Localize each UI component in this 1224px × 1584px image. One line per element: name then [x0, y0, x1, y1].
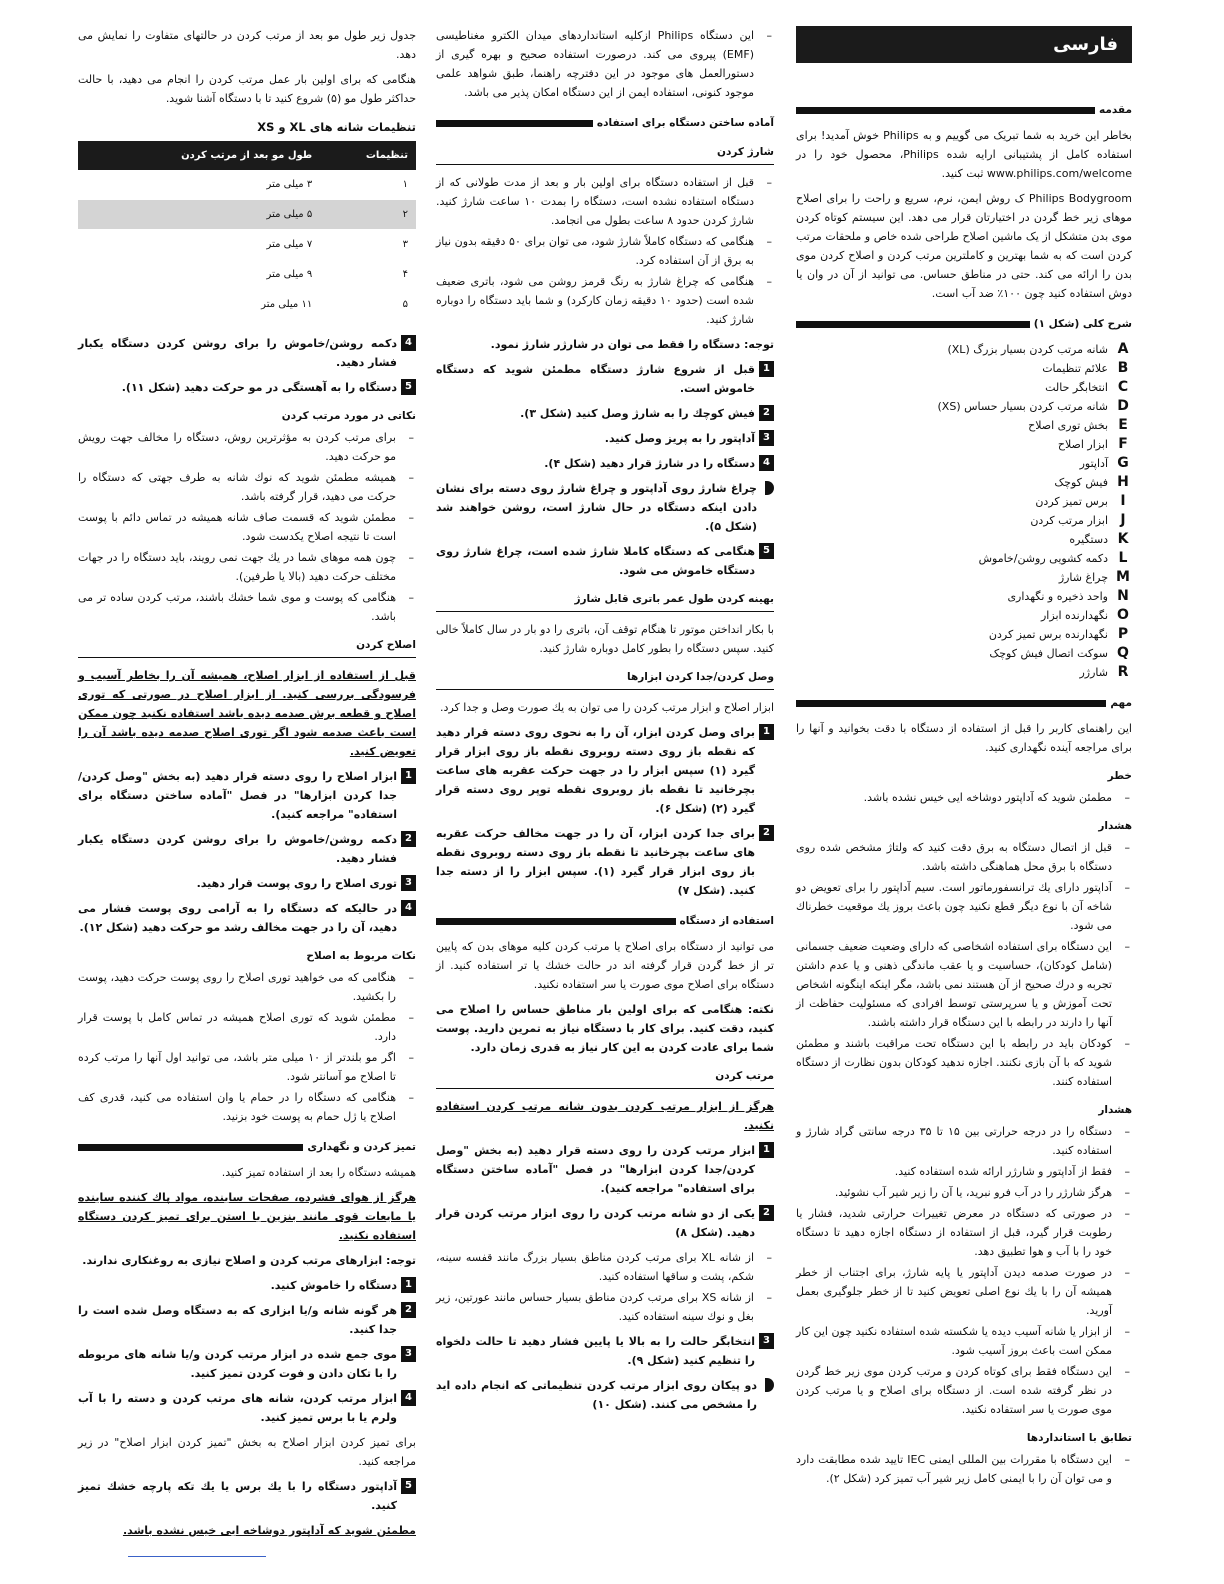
step-text: برای وصل کردن ابزار، آن را به نحوی روی دسته قرار دهید که نقطه باز روی دسته روبروی نقطه باز روی ابزار قرار گیرد (۱) سپس ابزار را در جهت حرکت عقربه های ساعت بچرخانید تا نقطه باز روبروی نقطه توپر روی دسته قرار گیرد (۲) (شکل ۶).: [436, 726, 756, 815]
step-number: 4: [401, 900, 416, 916]
part-label: شارژر: [1079, 666, 1108, 679]
list-item: – هنگامی که دستگاه کاملاً شارژ شود، می توان برای ۵۰ دقیقه بدون نیاز به برق از آن استفاده کرد.: [436, 232, 774, 270]
section-bar: [796, 700, 1106, 707]
part-item: [796, 359, 1132, 378]
section-title: شرح کلی (شکل ۱): [1033, 318, 1132, 330]
part-letter: E: [1118, 417, 1128, 433]
part-letter: F: [1118, 436, 1128, 452]
part-label: شانه مرتب کردن بسیار بزرگ (XL): [947, 343, 1108, 356]
part-letter: K: [1117, 531, 1129, 547]
section-title: استفاده از دستگاه: [679, 915, 774, 927]
list-item: – در صورتی که دستگاه در معرض تغییرات حرارتی شدید، فشار یا رطوبت قرار گیرد، قبل از استفاده از دستگاه اجازه دهید تا دستگاه خود را با آب و هوا تطبیق دهد.: [796, 1204, 1132, 1261]
list-item: – آداپتور دارای یك ترانسفورماتور است. سیم آداپتور را برای تعویض دو شاخه آن با نوع دیگر قطع نکنید چون باعث بروز یك موقعیت خطرناك می شود.: [796, 878, 1132, 935]
part-item: [796, 340, 1132, 359]
caution-heading: هشدار: [1098, 1104, 1132, 1116]
charging-list: [436, 173, 774, 329]
attach-steps: [436, 723, 774, 900]
step-text: توری اصلاح را روی پوست قرار دهید.: [196, 877, 397, 890]
step-number: 5: [759, 543, 774, 559]
table-cell: ۲: [320, 200, 416, 230]
step-text: دستگاه را خاموش کنید.: [270, 1279, 397, 1292]
compliance-heading: تطابق با استانداردها: [1026, 1432, 1132, 1444]
step: [436, 542, 774, 580]
step: [436, 1141, 774, 1198]
step-text: دستگاه را در شارژ قرار دهید (شکل ۴).: [544, 457, 755, 470]
table-row: [78, 260, 416, 290]
list-item: – هنگامی که چراغ شارژ به رنگ قرمز روشن می شود، باتری ضعیف شده است (حدود ۱۰ دقیقه زمان کارکرد) و شما باید دستگاه را دوباره شارژ کنید.: [436, 272, 774, 329]
list-item: – اگر مو بلندتر از ۱۰ میلی متر باشد، می توانید اول آنها را مرتب کرده تا اصلاح مو آسانتر شود.: [78, 1048, 416, 1086]
clean-reference: برای تمیز کردن ابزار اصلاح به بخش "تمیز کردن ابزار اصلاح" در زیر مراجعه کنید.: [78, 1436, 416, 1468]
emf-list: [436, 26, 774, 102]
step-number: 5: [401, 1478, 416, 1494]
list-item: – مطمئن شوید که قسمت صاف شانه همیشه در تماس دائم با پوست است تا نتیجه اصلاح یکدست شود.: [78, 508, 416, 546]
table-cell: ۱۱ میلی متر: [78, 290, 320, 320]
part-label: شانه مرتب کردن بسیار حساس (XS): [937, 400, 1108, 413]
part-label: نگهدارنده ابزار: [1041, 609, 1108, 622]
compliance-list: [796, 1450, 1132, 1488]
part-label: بخش توری اصلاح: [1028, 419, 1108, 432]
list-item: – این دستگاه فقط برای کوتاه کردن و مرتب کردن موی زیر خط گردن در نظر گرفته شده است. از دستگاه برای اصلاح و یا مرتب کردن موی صورت یا سر استفاده نکنید.: [796, 1362, 1132, 1419]
part-item: [796, 568, 1132, 587]
charging-bullet: [436, 479, 774, 536]
table-cell: ۷ میلی متر: [78, 230, 320, 260]
step-number: 1: [401, 1277, 416, 1293]
subheading-battery: بهینه کردن طول عمر باتری قابل شارژ: [436, 590, 774, 612]
part-label: دکمه کشویی روشن/خاموش: [978, 552, 1108, 565]
step-text: در حالیکه که دستگاه را به آرامی روی پوست فشار می دهید، آن را در جهت مخالف رشد مو حرکت دهید (شکل ۱۲).: [78, 902, 397, 934]
part-item: [796, 606, 1132, 625]
section-bar: [436, 120, 593, 127]
part-letter: P: [1117, 626, 1129, 642]
list-item: – این دستگاه Philips ازکلیه استانداردهای میدان الکترو مغناطیسی (EMF) پیروی می کند. درصورت استفاده صحیح و بهره گیری از دستورالعمل های موجود در این دفترچه راهنما، طبق شواهد علمی موجود کنونی، استفاده ایمن از این دستگاه امکان پذیر می باشد.: [436, 26, 774, 102]
step: [436, 429, 774, 448]
table-intro-2: هنگامی که برای اولین بار عمل مرتب کردن را انجام می دهید، با حالت حداکثر طول مو (۵) شروع کنید تا با دستگاه آشنا شوید.: [78, 73, 416, 105]
trim-list: [436, 1248, 774, 1326]
part-letter: G: [1117, 455, 1129, 471]
step: [78, 874, 416, 893]
part-letter: O: [1117, 607, 1129, 623]
tips-list: [78, 428, 416, 626]
table-row: [78, 170, 416, 200]
table-intro: جدول زیر طول مو بعد از مرتب کردن در حالتهای متفاوت را نمایش می دهد.: [78, 29, 416, 61]
step-number: 3: [759, 430, 774, 446]
step-number: 3: [759, 1333, 774, 1349]
section-heading-clean: [78, 1138, 416, 1157]
step-text: هر گونه شانه و/یا ابزاری که به دستگاه وصل شده است را جدا کنید.: [78, 1304, 397, 1336]
list-item: – چون همه موهای شما در یك جهت نمی رویند، باید دستگاه را در جهات مختلف حرکت دهید (بالا یا طرفین).: [78, 548, 416, 586]
step-text: فیش کوچك را به شارژ وصل کنید (شکل ۳).: [520, 407, 755, 420]
clean-paragraph: همیشه دستگاه را بعد از استفاده تمیز کنید.: [221, 1166, 416, 1179]
clean-final-warning: مطمئن شوید که آداپتور دوشاخه ایی خیس نشده باشد.: [122, 1524, 416, 1537]
step-text: ابزار مرتب کردن، شانه های مرتب کردن و دسته را با آب ولرم یا با برس تمیز کنید.: [78, 1392, 397, 1424]
step-text: موی جمع شده در ابزار مرتب کردن و/یا شانه های مربوطه را با تکان دادن و فوت کردن تمیز کنید.: [78, 1348, 397, 1380]
list-item: – قبل از اتصال دستگاه به برق دقت کنید که ولتاژ مشخص شده روی دستگاه با برق محل هماهنگی داشته باشد.: [796, 838, 1132, 876]
subheading-attach: وصل کردن/جدا کردن ابزارها: [436, 668, 774, 690]
step-number: 2: [759, 825, 774, 841]
step: [78, 378, 416, 397]
step-number: 2: [759, 1205, 774, 1221]
part-label: چراغ شارژ: [1058, 571, 1108, 584]
clean-warning: هرگز از هوای فشرده، صفحات ساینده، مواد پاك کننده ساینده یا مایعات قوی مانند بنزین یا استن برای تمیز کردن دستگاه استفاده نکنید.: [78, 1191, 416, 1242]
step-number: 3: [401, 1346, 416, 1362]
table-cell: ۴: [320, 260, 416, 290]
step: [78, 1276, 416, 1295]
tips-heading: نکاتی در مورد مرتب کردن: [281, 410, 416, 422]
list-item: – همیشه مطمئن شوید که نوك شانه به طرف جهتی که دستگاه را حرکت می دهید، قرار گرفته باشد.: [78, 468, 416, 506]
step-number: 2: [401, 831, 416, 847]
list-item: – این دستگاه با مقررات بین المللی ایمنی IEC تایید شده مطابقت دارد و می توان آن را با ایمنی کامل زیر شیر آب تمیز کرد (شکل ۲).: [796, 1450, 1132, 1488]
bullet-icon: [765, 1378, 774, 1392]
step-number: 4: [401, 1390, 416, 1406]
step-text: آداپتور دستگاه را با یك برس یا یك تکه پارچه خشك تمیز کنید.: [78, 1480, 397, 1512]
part-letter: H: [1117, 474, 1129, 490]
table-cell: ۵: [320, 290, 416, 320]
important-paragraph: این راهنمای کاربر را قبل از استفاده از دستگاه با دقت بخوانید و آنها را برای مراجعه آینده نگهداری کنید.: [796, 722, 1132, 754]
part-item: [796, 454, 1132, 473]
part-letter: Q: [1117, 645, 1129, 661]
part-letter: I: [1120, 493, 1126, 509]
table-header: طول مو بعد از مرتب کردن: [78, 141, 320, 170]
table-cell: ۹ میلی متر: [78, 260, 320, 290]
step-text: یکی از دو شانه مرتب کردن را روی ابزار مرتب کردن قرار دهید. (شکل ۸): [436, 1207, 755, 1239]
part-letter: C: [1117, 379, 1129, 395]
use-tip: نکته: هنگامی که برای اولین بار مناطق حساس را اصلاح می کنید، دقت کنید. برای کار با دستگاه نیاز به تمرین دارید. پوست شما برای عادت کردن به این کار نیاز به قدری زمان دارد.: [436, 1003, 774, 1054]
shave-tips-list: [78, 968, 416, 1126]
part-item: [796, 530, 1132, 549]
step: [78, 1389, 416, 1427]
step: [436, 824, 774, 900]
step: [78, 1477, 416, 1515]
section-title: مهم: [1110, 697, 1132, 709]
warning-list: [796, 838, 1132, 1091]
list-item: – قبل از استفاده دستگاه برای اولین بار و بعد از مدت طولانی که از دستگاه استفاده نشده است، دستگاه را بمدت ۱۰ ساعت شارژ کنید. شارژ کردن حدود ۸ ساعت بطول می انجامد.: [436, 173, 774, 230]
clean-note: توجه: ابزارهای مرتب کردن و اصلاح نیازی به روغنکاری ندارند.: [82, 1254, 416, 1267]
step-text: قبل از شروع شارژ دستگاه مطمئن شوید که دستگاه خاموش است.: [436, 363, 755, 395]
part-label: سوکت اتصال فیش کوچک: [989, 647, 1108, 660]
table-header: تنظیمات: [320, 141, 416, 170]
list-item: – دستگاه را در درجه حرارتی بین ۱۵ تا ۳۵ درجه سانتی گراد شارژ و استفاده کنید.: [796, 1122, 1132, 1160]
list-item: – از ابزار یا شانه آسیب دیده یا شکسته شده استفاده نکنید چون این کار ممکن است باعث بروز آسیب شود.: [796, 1322, 1132, 1360]
step-number: 4: [401, 335, 416, 351]
step-number: 1: [759, 724, 774, 740]
part-letter: A: [1117, 341, 1129, 357]
section-bar: [796, 107, 1095, 114]
step-text: ابزار مرتب کردن را روی دسته قرار دهید (به بخش "وصل کردن/جدا کردن ابزارها" در فصل "آماده ساختن دستگاه برای استفاده" مراجعه کنید).: [436, 1144, 755, 1195]
part-item: [796, 511, 1132, 530]
part-label: آداپتور: [1079, 457, 1108, 470]
step-number: 5: [401, 379, 416, 395]
part-letter: N: [1117, 588, 1129, 604]
step: [436, 1332, 774, 1370]
trim-bullet: [436, 1376, 774, 1414]
part-label: نگهدارنده برس تمیز کردن: [988, 628, 1108, 641]
step: [78, 899, 416, 937]
table-row: [78, 230, 416, 260]
intro-paragraph: Philips Bodygroom ک روش ایمن، نرم، سریع و راحت را برای اصلاح موهای زیر خط گردن در اختیارتان قرار می دهد. این سیستم کوتاه کردن موی بدن متشکل از یک ماشین اصلاح طراحی شده خاص و ملحقات مرتب کردن است که به شما بهترین و کاملترین مرتب کردن و اصلاح کردن موی بدن را ارائه می کند. حتی در مناطق حساس. می توانید از آن در وان یا دوش استفاده کنید چون ۱۰۰٪ ضد آب است.: [796, 192, 1132, 300]
list-item: – هنگامی که پوست و موی شما خشك باشند، مرتب کردن ساده تر می باشد.: [78, 588, 416, 626]
subheading-trim: مرتب کردن: [436, 1067, 774, 1089]
part-item: [796, 435, 1132, 454]
step: [436, 454, 774, 473]
intro-paragraph: بخاطر این خرید به شما تبریک می گوییم و به Philips خوش آمدید! برای استفاده کامل از پشتیبانی ارایه شده Philips، محصول خود را در www.philips.com/welcome ثبت کنید.: [796, 129, 1132, 180]
step-number: 4: [759, 455, 774, 471]
table-row: [78, 200, 416, 230]
step-text: آداپتور را به پریز وصل کنید.: [604, 432, 755, 445]
step-number: 1: [401, 768, 416, 784]
section-title: مقدمه: [1099, 104, 1132, 116]
table-row: [78, 290, 416, 320]
step-text: دستگاه را به آهستگی در مو حرکت دهید (شکل ۱۱).: [121, 381, 397, 394]
step-number: 1: [759, 361, 774, 377]
warning-heading: هشدار: [1098, 820, 1132, 832]
table-cell: ۵ میلی متر: [78, 200, 320, 230]
step-number: 3: [401, 875, 416, 891]
charging-note: توجه: دستگاه را فقط می توان در شارژر شارژ نمود.: [490, 338, 774, 351]
list-item: – هنگامی که دستگاه را در حمام یا وان استفاده می کنید، قدری کف اصلاح یا ژل حمام به پوست خود بزنید.: [78, 1088, 416, 1126]
table-cell: ۱: [320, 170, 416, 200]
footer-line: [128, 1556, 266, 1557]
table-cell: ۳: [320, 230, 416, 260]
part-label: ابزار اصلاح: [1057, 438, 1108, 451]
part-label: برس تمیز کردن: [1035, 495, 1108, 508]
battery-paragraph: با بکار انداختن موتور تا هنگام توقف آن، باتری را دو بار در سال کاملاً خالی کنید. سپس دستگاه را بطور کامل دوباره شارژ کنید.: [436, 623, 774, 655]
part-item: [796, 549, 1132, 568]
list-item: – از شانه XS برای مرتب کردن مناطق بسیار حساس مانند عورتین، زیر بغل و نوك سینه استفاده کنید.: [436, 1288, 774, 1326]
section-bar: [796, 321, 1030, 328]
step-text: دکمه روشن/خاموش را برای روشن کردن دستگاه یکبار فشار دهید.: [78, 337, 397, 369]
section-title: آماده ساختن دستگاه برای استفاده: [596, 117, 774, 129]
use-paragraph: می توانید از دستگاه برای اصلاح یا مرتب کردن کلیه موهای بدن که پایین تر از خط گردن قرار گرفته اند در حالت خشك یا تر استفاده کنید. از دستگاه برای اصلاح موی صورت یا سر استفاده نکنید.: [436, 940, 774, 991]
part-letter: M: [1116, 569, 1130, 585]
bullet-icon: [765, 481, 774, 495]
list-item: – در صورت صدمه دیدن آداپتور یا پایه شارژ، برای اجتناب از خطر همیشه آن را با یك نوع اصلی تعویض کنید تا از خطر جلوگیری بعمل آورید.: [796, 1263, 1132, 1320]
step-text: برای جدا کردن ابزار، آن را در جهت مخالف حرکت عقربه های ساعت بچرخانید تا نقطه باز روی دسته روبروی نقطه باز روی ابزار قرار گیرد (۱). سپس ابزار را از دسته جدا کنید. (شکل ۷): [436, 827, 755, 897]
list-item: – مطمئن شوید که آداپتور دوشاخه ایی خیس نشده باشد.: [796, 788, 1132, 807]
list-item: – مطمئن شوید که توری اصلاح همیشه در تماس کامل با پوست قرار دارد.: [78, 1008, 416, 1046]
section-heading-prep: [436, 114, 774, 133]
part-item: [796, 378, 1132, 397]
danger-heading: خطر: [1107, 770, 1132, 782]
part-label: فیش کوچک: [1054, 476, 1108, 489]
part-item: [796, 625, 1132, 644]
part-letter: B: [1117, 360, 1129, 376]
column-right: [796, 26, 1132, 1492]
bullet-text: دو پیکان روی ابزار مرتب کردن تنظیماتی که انجام داده اید را مشخص می کنند. (شکل ۱۰): [436, 1379, 757, 1411]
step-text: انتخابگر حالت را به بالا یا پایین فشار دهید تا حالت دلخواه را تنظیم کنید (شکل ۹).: [436, 1335, 755, 1367]
language-title: فارسی: [796, 26, 1132, 63]
part-item: [796, 492, 1132, 511]
part-item: [796, 473, 1132, 492]
part-item: [796, 416, 1132, 435]
section-bar: [78, 1144, 303, 1151]
part-item: [796, 397, 1132, 416]
part-letter: J: [1120, 512, 1126, 528]
step: [78, 767, 416, 824]
column-middle: [436, 26, 774, 1420]
list-item: – از شانه XL برای مرتب کردن مناطق بسیار بزرگ مانند قفسه سینه، شکم، پشت و ساقها استفاده کنید.: [436, 1248, 774, 1286]
step: [436, 404, 774, 423]
step-text: دکمه روشن/خاموش را برای روشن کردن دستگاه یکبار فشار دهید.: [78, 833, 397, 865]
step-text: ابزار اصلاح را روی دسته قرار دهید (به بخش "وصل کردن/جدا کردن ابزارها" در فصل "آماده ساختن دستگاه برای استفاده" مراجعه کنید).: [78, 770, 397, 821]
step: [78, 334, 416, 372]
part-letter: R: [1117, 664, 1129, 680]
trim-warning: هرگز از ابزار مرتب کردن بدون شانه مرتب کردن استفاده نکنید.: [436, 1100, 774, 1132]
attach-paragraph: ابزار اصلاح و ابزار مرتب کردن را می توان به یك صورت وصل و جدا کرد.: [440, 701, 774, 714]
list-item: – فقط از آداپتور و شارژر ارائه شده استفاده کنید.: [796, 1162, 1132, 1181]
subheading-shave: اصلاح کردن: [78, 636, 416, 658]
step: [436, 1204, 774, 1242]
shave-tips-heading: نکات مربوط به اصلاح: [306, 950, 416, 962]
step: [78, 1301, 416, 1339]
shave-warning: قبل از استفاده از ابزار اصلاح، همیشه آن را بخاطر آسیب و فرسودگی بررسی کنید. از ابزار اصلاح در صورتی که توری اصلاح و قطعه برش صدمه دیده باشد استفاده نکنید چون ممکن است باعث صدمه شود اگر توری اصلاح صدمه دیده باشد آن را تعویض کنید.: [78, 669, 416, 758]
part-label: واحد ذخیره و نگهداری: [1007, 590, 1108, 603]
shave-steps: [78, 767, 416, 937]
subheading-charging: شارژ کردن: [436, 143, 774, 165]
step: [436, 723, 774, 818]
danger-list: [796, 788, 1132, 807]
section-heading-important: [796, 694, 1132, 713]
part-item: [796, 587, 1132, 606]
section-title: تمیز کردن و نگهداری: [307, 1141, 416, 1153]
trim-steps-continued: [78, 334, 416, 397]
step-number: 1: [759, 1142, 774, 1158]
section-heading-use: [436, 912, 774, 931]
caution-list: [796, 1122, 1132, 1419]
part-label: علائم تنظیمات: [1042, 362, 1108, 375]
step-number: 2: [759, 405, 774, 421]
table-cell: ۳ میلی متر: [78, 170, 320, 200]
part-item: [796, 644, 1132, 663]
step: [436, 360, 774, 398]
step-number: 2: [401, 1302, 416, 1318]
column-left: [78, 26, 416, 1546]
step: [78, 1345, 416, 1383]
section-bar: [436, 918, 676, 925]
section-heading-overview: [796, 315, 1132, 334]
step-text: هنگامی که دستگاه کاملا شارژ شده است، چراغ شارژ روی دستگاه خاموش می شود.: [436, 545, 755, 577]
table-title: تنظیمات شانه های XL و XS: [257, 120, 416, 134]
step: [78, 830, 416, 868]
list-item: – برای مرتب کردن به مؤثرترین روش، دستگاه را مخالف جهت رویش مو حرکت دهید.: [78, 428, 416, 466]
part-label: انتخابگر حالت: [1045, 381, 1108, 394]
clean-steps: [78, 1276, 416, 1427]
part-label: ابزار مرتب کردن: [1030, 514, 1108, 527]
list-item: – این دستگاه برای استفاده اشخاصی که دارای وضعیت ضعیف جسمانی (شامل کودکان)، حساسیت و یا عقب ماندگی ذهنی و یا عدم داشتن تجربه و درك صحیح از آن هستند نمی باشد، مگر اینکه اینگونه اشخاص تحت آموزش و یا سرپرستی توسط افرادی که مسئولیت حفاظت از آنها را دارند در رابطه با این دستگاه قرار داشته باشند.: [796, 937, 1132, 1032]
list-item: – کودکان باید در رابطه با این دستگاه تحت مراقبت باشند و مطمئن شوید که با آن بازی نکنند. اجازه ندهید کودکان بدون نظارت از دستگاه استفاده کنند.: [796, 1034, 1132, 1091]
parts-list: [796, 340, 1132, 682]
list-item: – هنگامی که می خواهید توری اصلاح را روی پوست حرکت دهید، پوست را بکشید.: [78, 968, 416, 1006]
settings-table: [78, 141, 416, 320]
part-label: دستگیره: [1069, 533, 1108, 546]
part-item: [796, 663, 1132, 682]
list-item: – هرگز شارژر را در آب فرو نبرید، یا آن را زیر شیر آب نشوئید.: [796, 1183, 1132, 1202]
section-heading-intro: [796, 101, 1132, 120]
bullet-text: چراغ شارژ روی آداپتور و چراغ شارژ روی دسته برای نشان دادن اینکه دستگاه در حال شارژ است، روشن خواهند شد (شکل ۵).: [436, 482, 757, 533]
part-letter: L: [1118, 550, 1128, 566]
part-letter: D: [1117, 398, 1129, 414]
charging-steps: [436, 360, 774, 473]
